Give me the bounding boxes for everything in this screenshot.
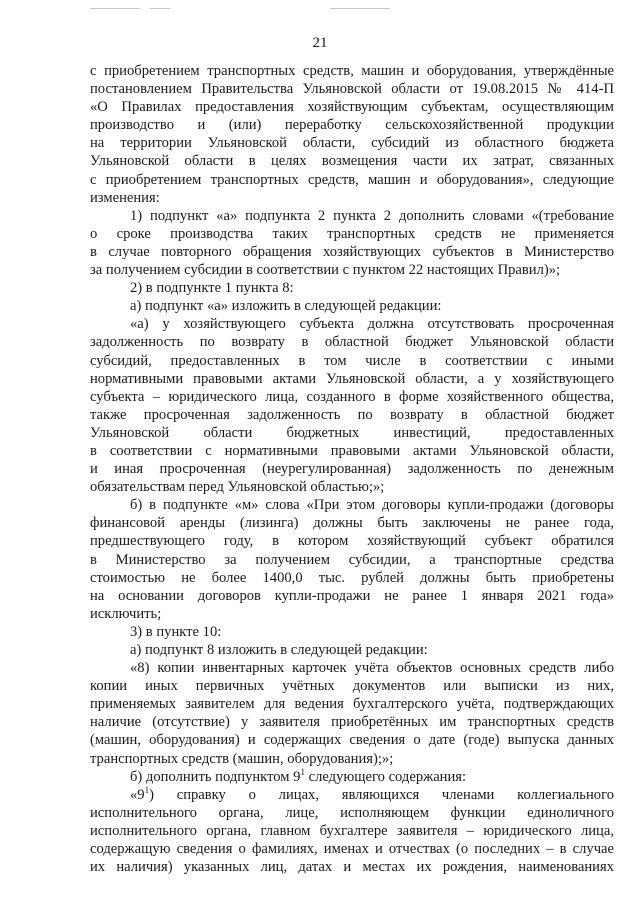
- scan-edge-mark: [150, 8, 170, 9]
- text-line: исполнительного органа, лице, исполняющем функции единоличного: [90, 804, 614, 821]
- text-line: с приобретением транспортных средств, машин и оборудования», следующие: [90, 171, 614, 188]
- text-line: [90, 786, 614, 804]
- text-line: в случае повторного обращения хозяйствующих субъектов в Министерство: [90, 243, 614, 260]
- text-line: на основании договоров купли-продажи не ранее 1 января 2021 года»: [90, 587, 614, 604]
- text-line: и иная просроченная (неурегулированная) задолженность по денежным: [90, 461, 614, 478]
- text-segment: ) справку о лицах, являющихся членами коллегиального: [149, 786, 614, 803]
- text-line: предшествующего году, в котором хозяйствующий субъект обратился: [90, 533, 614, 550]
- text-line: транспортных средств (машин, оборудования);»;: [90, 750, 394, 767]
- text-line: за получением субсидии в соответствии с пунктом 22 настоящих Правил)»;: [90, 262, 561, 279]
- text-line: в Министерство за получением субсидии, а транспортные средства: [90, 551, 614, 568]
- text-segment: следующего содержания:: [304, 768, 467, 785]
- text-line: содержащую сведения о фамилиях, именах и отчествах (о последних – в случае: [90, 841, 614, 858]
- text-line: Ульяновской области в целях возмещения части их затрат, связанных: [90, 153, 614, 170]
- text-line: б) в подпункте «м» слова «При этом договоры купли-продажи (договоры: [130, 497, 614, 514]
- text-line: 1) подпункт «а» подпункта 2 пункта 2 дополнить словами «(требование: [130, 207, 614, 224]
- text-line: субъекта – юридического лица, созданного в форме хозяйственного общества,: [90, 388, 614, 405]
- text-line: «а) у хозяйствующего субъекта должна отсутствовать просроченная: [130, 316, 614, 333]
- text-line: Ульяновской области бюджетных инвестиций, предоставленных: [90, 424, 614, 441]
- text-segment: «9: [130, 786, 145, 803]
- text-line: применяемых заявителем для ведения бухгалтерского учёта, подтверждающих: [90, 696, 614, 713]
- text-line: 3) в пункте 10:: [130, 623, 222, 640]
- text-segment: б) дополнить подпунктом 9: [130, 768, 301, 785]
- text-line: о сроке производства таких транспортных средств не применяется: [90, 225, 614, 242]
- text-line: изменения:: [90, 189, 160, 206]
- text-line: а) подпункт «а» изложить в следующей редакции:: [130, 298, 442, 315]
- scan-edge-mark: [90, 8, 140, 9]
- text-line: стоимостью не более 1400,0 тыс. рублей должны быть приобретены: [90, 569, 614, 586]
- text-line: «О Правилах предоставления хозяйствующим субъектам, осуществляющим: [90, 99, 614, 116]
- text-line: [90, 768, 614, 786]
- text-line: с приобретением транспортных средств, машин и оборудования, утверждённые: [90, 63, 614, 79]
- text-line: субсидий, предоставленных в том числе в соответствии с иными: [90, 352, 614, 369]
- superscript: 1: [144, 785, 150, 795]
- text-line: в соответствии с нормативными правовыми актами Ульяновской области,: [90, 442, 614, 459]
- text-line: на территории Ульяновской области, субсидий из областного бюджета: [90, 135, 614, 152]
- text-line: финансовой аренды (лизинга) должны быть заключены не ранее года,: [90, 515, 614, 532]
- scan-edge-mark: [330, 8, 390, 9]
- text-line: постановлением Правительства Ульяновской области от 19.08.2015 № 414-П: [90, 81, 614, 98]
- text-line: копии иных первичных учётных документов или выписки из них,: [90, 678, 614, 695]
- text-line: а) подпункт 8 изложить в следующей редакции:: [130, 642, 428, 658]
- text-line: производство и (или) переработку сельскохозяйственной продукции: [90, 117, 614, 134]
- text-line: исключить;: [90, 605, 162, 622]
- text-line: их наличия) указанных лиц, датах и местах их рождения, наименованиях: [90, 859, 614, 876]
- text-line: обязательствам перед Ульяновской областью;»;: [90, 479, 385, 496]
- text-line: наличие (отсутствие) у заявителя приобретённых им транспортных средств: [90, 714, 614, 731]
- text-line: также просроченная задолженность по возврату в областной бюджет: [90, 406, 614, 423]
- text-line: исполнительного органа, главном бухгалтере заявителя – юридического лица,: [90, 822, 614, 839]
- text-line: задолженность по возврату в областной бюджет Ульяновской области: [90, 334, 614, 351]
- text-line: (машин, оборудования) и содержащих сведения о дате (годе) выпуска данных: [90, 732, 614, 749]
- page-number: 21: [312, 35, 328, 51]
- text-line: нормативными правовыми актами Ульяновской области, а у хозяйствующего: [90, 370, 614, 387]
- superscript: 1: [300, 767, 305, 777]
- text-line: «8) копии инвентарных карточек учёта объектов основных средств либо: [130, 660, 614, 677]
- document-body: [90, 62, 614, 876]
- text-line: 2) в подпункте 1 пункта 8:: [130, 280, 294, 297]
